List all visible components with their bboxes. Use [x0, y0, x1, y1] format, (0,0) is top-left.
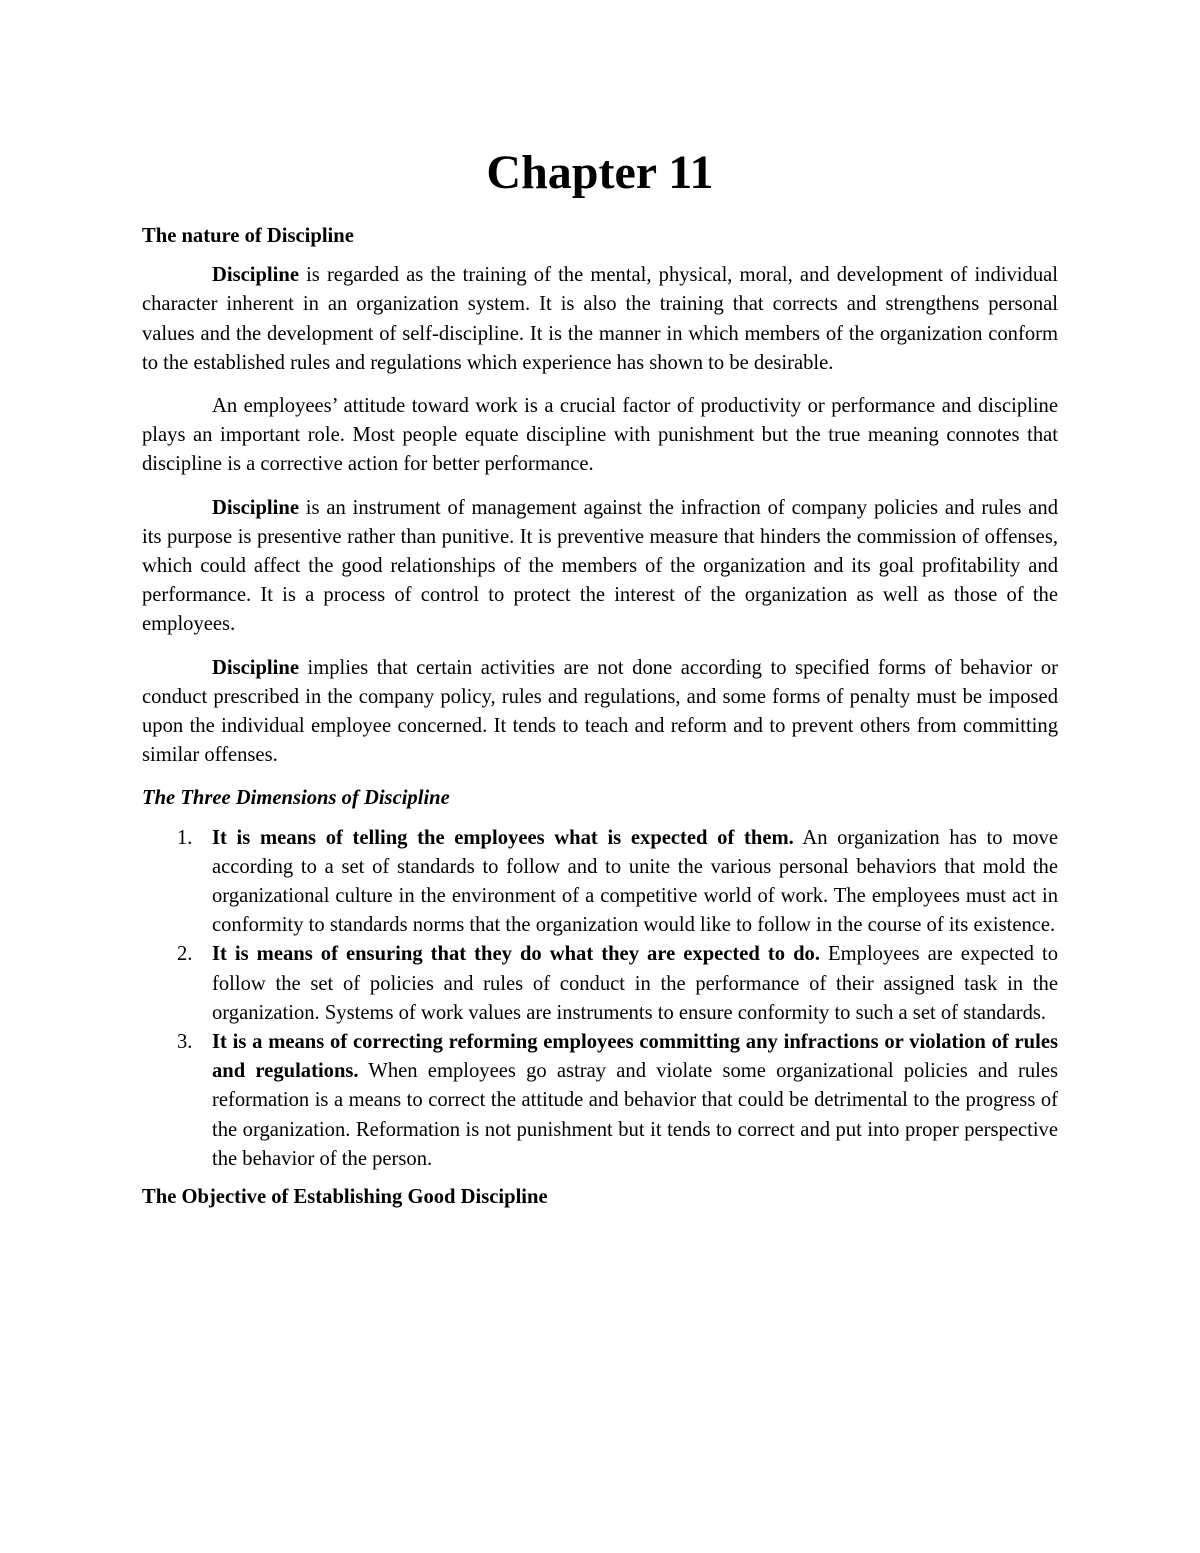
list-item	[142, 940, 1058, 1028]
list-item-text: An organization has to move according to a set of standards to follow and to unite the various personal behaviors that mold the organizational culture in the environment of a competitive world of work. The employees must act in conformity to standards norms that the organization would like to follow in the course of its existence.	[212, 826, 1058, 937]
document-page	[142, 145, 1058, 1222]
list-item-number: 3.	[177, 1031, 193, 1054]
list-item-number: 1.	[177, 826, 193, 849]
paragraph-text: is an instrument of management against the infraction of company policies and rules and its purpose is presentive rather than punitive. It is preventive measure that hinders the commission of offenses, which could affect the good relationships of the members of the organization and its goal profitability and performance. It is a process of control to protect the interest of the organization as well as those of the employees.	[142, 496, 1058, 636]
paragraph	[142, 392, 1058, 480]
paragraph-text: An employees’ attitude toward work is a crucial factor of productivity or performance and discipline plays an important role. Most people equate discipline with punishment but the true meaning connotes that discipline is a corrective action for better performance.	[142, 395, 1058, 476]
paragraph-term: Discipline	[212, 656, 299, 679]
list-item	[142, 1028, 1058, 1174]
section-heading-objective: The Objective of Establishing Good Discipline	[142, 1186, 548, 1209]
list-item-text: When employees go astray and violate some organizational policies and rules reformation is a means to correct the attitude and behavior that could be detrimental to the progress of the organization. Reformation is not punishment but it tends to correct and put into proper perspective the behavior of the person.	[212, 1060, 1058, 1170]
section-heading-three-dimensions: The Three Dimensions of Discipline	[142, 787, 450, 810]
list-item-lead: It is means of ensuring that they do what they are expected to do.	[212, 943, 821, 966]
paragraph	[142, 654, 1058, 771]
list-item	[142, 824, 1058, 941]
list-item-text: Employees are expected to follow the set of policies and rules of conduct in the performance of their assigned task in the organization. Systems of work values are instruments to ensure conformity to such a set of standards.	[212, 943, 1058, 1024]
list-item-lead: It is means of telling the employees what is expected of them.	[212, 826, 794, 849]
paragraph-term: Discipline	[212, 496, 299, 519]
paragraph-term: Discipline	[212, 264, 299, 287]
paragraph	[142, 261, 1058, 378]
dimensions-list	[142, 824, 1058, 1174]
paragraph	[142, 494, 1058, 640]
section-heading-nature: The nature of Discipline	[142, 225, 354, 247]
list-item-number: 2.	[177, 943, 193, 966]
chapter-title: Chapter 11	[486, 146, 714, 199]
list-item-lead: It is a means of correcting reforming employees committing any infractions or violation of rules and regulations.	[212, 1031, 1058, 1083]
paragraph-text: is regarded as the training of the mental, physical, moral, and development of individual character inherent in an organization system. It is also the training that corrects and strengthens personal values and the development of self-discipline. It is the manner in which members of the organization conform to the established rules and regulations which experience has shown to be desirable.	[142, 264, 1058, 374]
paragraph-text: implies that certain activities are not done according to specified forms of behavior or conduct prescribed in the company policy, rules and regulations, and some forms of penalty must be imposed upon the individual employee concerned. It tends to teach and reform and to prevent others from committing similar offenses.	[142, 656, 1058, 767]
